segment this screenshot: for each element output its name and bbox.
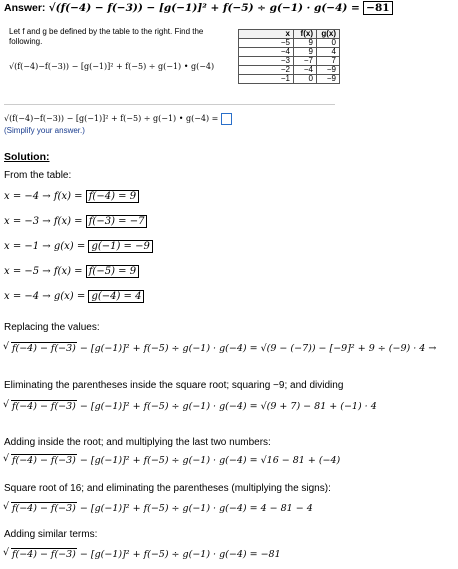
lhs-rest: − [g(−1)]² + f(−5) ÷ g(−1) · g(−4) =	[76, 549, 261, 560]
from-table-text: From the table:	[4, 170, 72, 181]
lookup-arrow: x = −5 → f(x) =	[4, 266, 86, 277]
lookup-arrow: x = −4 → f(x) =	[4, 191, 86, 202]
step-rhs: √(9 + 7) − 81 + (−1) · 4	[260, 401, 377, 412]
step-rhs: 4 − 81 − 4	[260, 503, 313, 514]
table-cell: −7	[294, 57, 317, 66]
table-cell: 0	[294, 75, 317, 84]
table-row	[239, 75, 340, 84]
solution-heading: Solution:	[4, 151, 50, 163]
step-equation	[4, 503, 313, 514]
answer-label: Answer:	[4, 2, 46, 14]
lhs-rest: − [g(−1)]² + f(−5) ÷ g(−1) · g(−4) =	[76, 401, 261, 412]
step-equation	[4, 455, 340, 466]
lookup-row	[4, 191, 139, 202]
table-header: g(x)	[317, 30, 340, 39]
table-cell: −9	[317, 66, 340, 75]
step-equation	[4, 343, 436, 354]
step-caption: Adding inside the root; and multiplying the last two numbers:	[4, 437, 271, 448]
lhs-sqrt	[4, 343, 77, 354]
lookup-result: g(−4) = 4	[88, 290, 144, 303]
lookup-row	[4, 291, 144, 302]
table-cell: 4	[317, 48, 340, 57]
lookup-arrow: x = −4 → g(x) =	[4, 291, 89, 302]
lhs-sqrt	[4, 455, 77, 466]
lhs-radicand: f(−4) − f(−3)	[12, 455, 76, 466]
step-rhs: −81	[260, 549, 281, 560]
table-cell: −4	[239, 48, 294, 57]
lhs-sqrt	[4, 549, 77, 560]
step-caption: Replacing the values:	[4, 322, 100, 333]
lookup-arrow: x = −3 → f(x) =	[4, 216, 86, 227]
lookup-result: f(−5) = 9	[86, 265, 139, 278]
lhs-sqrt	[4, 401, 77, 412]
lookup-result: f(−4) = 9	[86, 190, 139, 203]
lhs-radicand: f(−4) − f(−3)	[12, 401, 76, 412]
function-table	[238, 29, 340, 84]
table-cell: 7	[317, 57, 340, 66]
step-equation	[4, 549, 281, 560]
question-line	[4, 113, 232, 125]
answer-line	[4, 2, 393, 14]
problem-intro: Let f and g be defined by the table to the right. Find the following.	[9, 27, 204, 46]
table-header: x	[239, 30, 294, 39]
simplify-hint: (Simplify your answer.)	[4, 126, 85, 135]
lookup-arrow: x = −1 → g(x) =	[4, 241, 89, 252]
step-rhs: √16 − 81 + (−4)	[260, 455, 341, 466]
lhs-rest: − [g(−1)]² + f(−5) ÷ g(−1) · g(−4) =	[76, 455, 261, 466]
lhs-radicand: f(−4) − f(−3)	[12, 503, 76, 514]
step-caption: Adding similar terms:	[4, 529, 98, 540]
table-cell: −2	[239, 66, 294, 75]
lookup-result: f(−3) = −7	[86, 215, 148, 228]
step-rhs: √(9 − (−7)) − [−9]² + 9 ÷ (−9) · 4 →	[260, 343, 437, 354]
step-caption: Eliminating the parentheses inside the square root; squaring −9; and dividing	[4, 380, 344, 391]
table-cell: 0	[317, 39, 340, 48]
table-cell: −1	[239, 75, 294, 84]
lhs-radicand: f(−4) − f(−3)	[12, 343, 76, 354]
table-cell: 9	[294, 48, 317, 57]
table-cell: 9	[294, 39, 317, 48]
problem-expression: √(f(−4)−f(−3)) − [g(−1)]² + f(−5) ÷ g(−1) • g(−4)	[9, 62, 215, 71]
table-cell: −5	[239, 39, 294, 48]
lookup-row	[4, 266, 139, 277]
answer-expression: √(f(−4) − f(−3)) − [g(−1)]² + f(−5) ÷ g(−1) · g(−4) =	[48, 2, 360, 14]
lookup-result: g(−1) = −9	[88, 240, 152, 253]
lhs-radicand: f(−4) − f(−3)	[12, 549, 76, 560]
lookup-row	[4, 241, 153, 252]
answer-value: −81	[363, 1, 392, 15]
table-cell: −4	[294, 66, 317, 75]
question-expression: √(f(−4)−f(−3)) − [g(−1)]² + f(−5) ÷ g(−1) • g(−4) =	[4, 114, 219, 123]
step-equation	[4, 401, 377, 412]
lhs-rest: − [g(−1)]² + f(−5) ÷ g(−1) · g(−4) =	[76, 503, 261, 514]
answer-input-box[interactable]	[221, 113, 232, 125]
lhs-rest: − [g(−1)]² + f(−5) ÷ g(−1) · g(−4) =	[76, 343, 261, 354]
table-header: f(x)	[294, 30, 317, 39]
lookup-row	[4, 216, 147, 227]
table-cell: −3	[239, 57, 294, 66]
lhs-sqrt	[4, 503, 77, 514]
table-cell: −9	[317, 75, 340, 84]
step-caption: Square root of 16; and eliminating the parentheses (multiplying the signs):	[4, 483, 331, 494]
divider	[4, 104, 335, 105]
